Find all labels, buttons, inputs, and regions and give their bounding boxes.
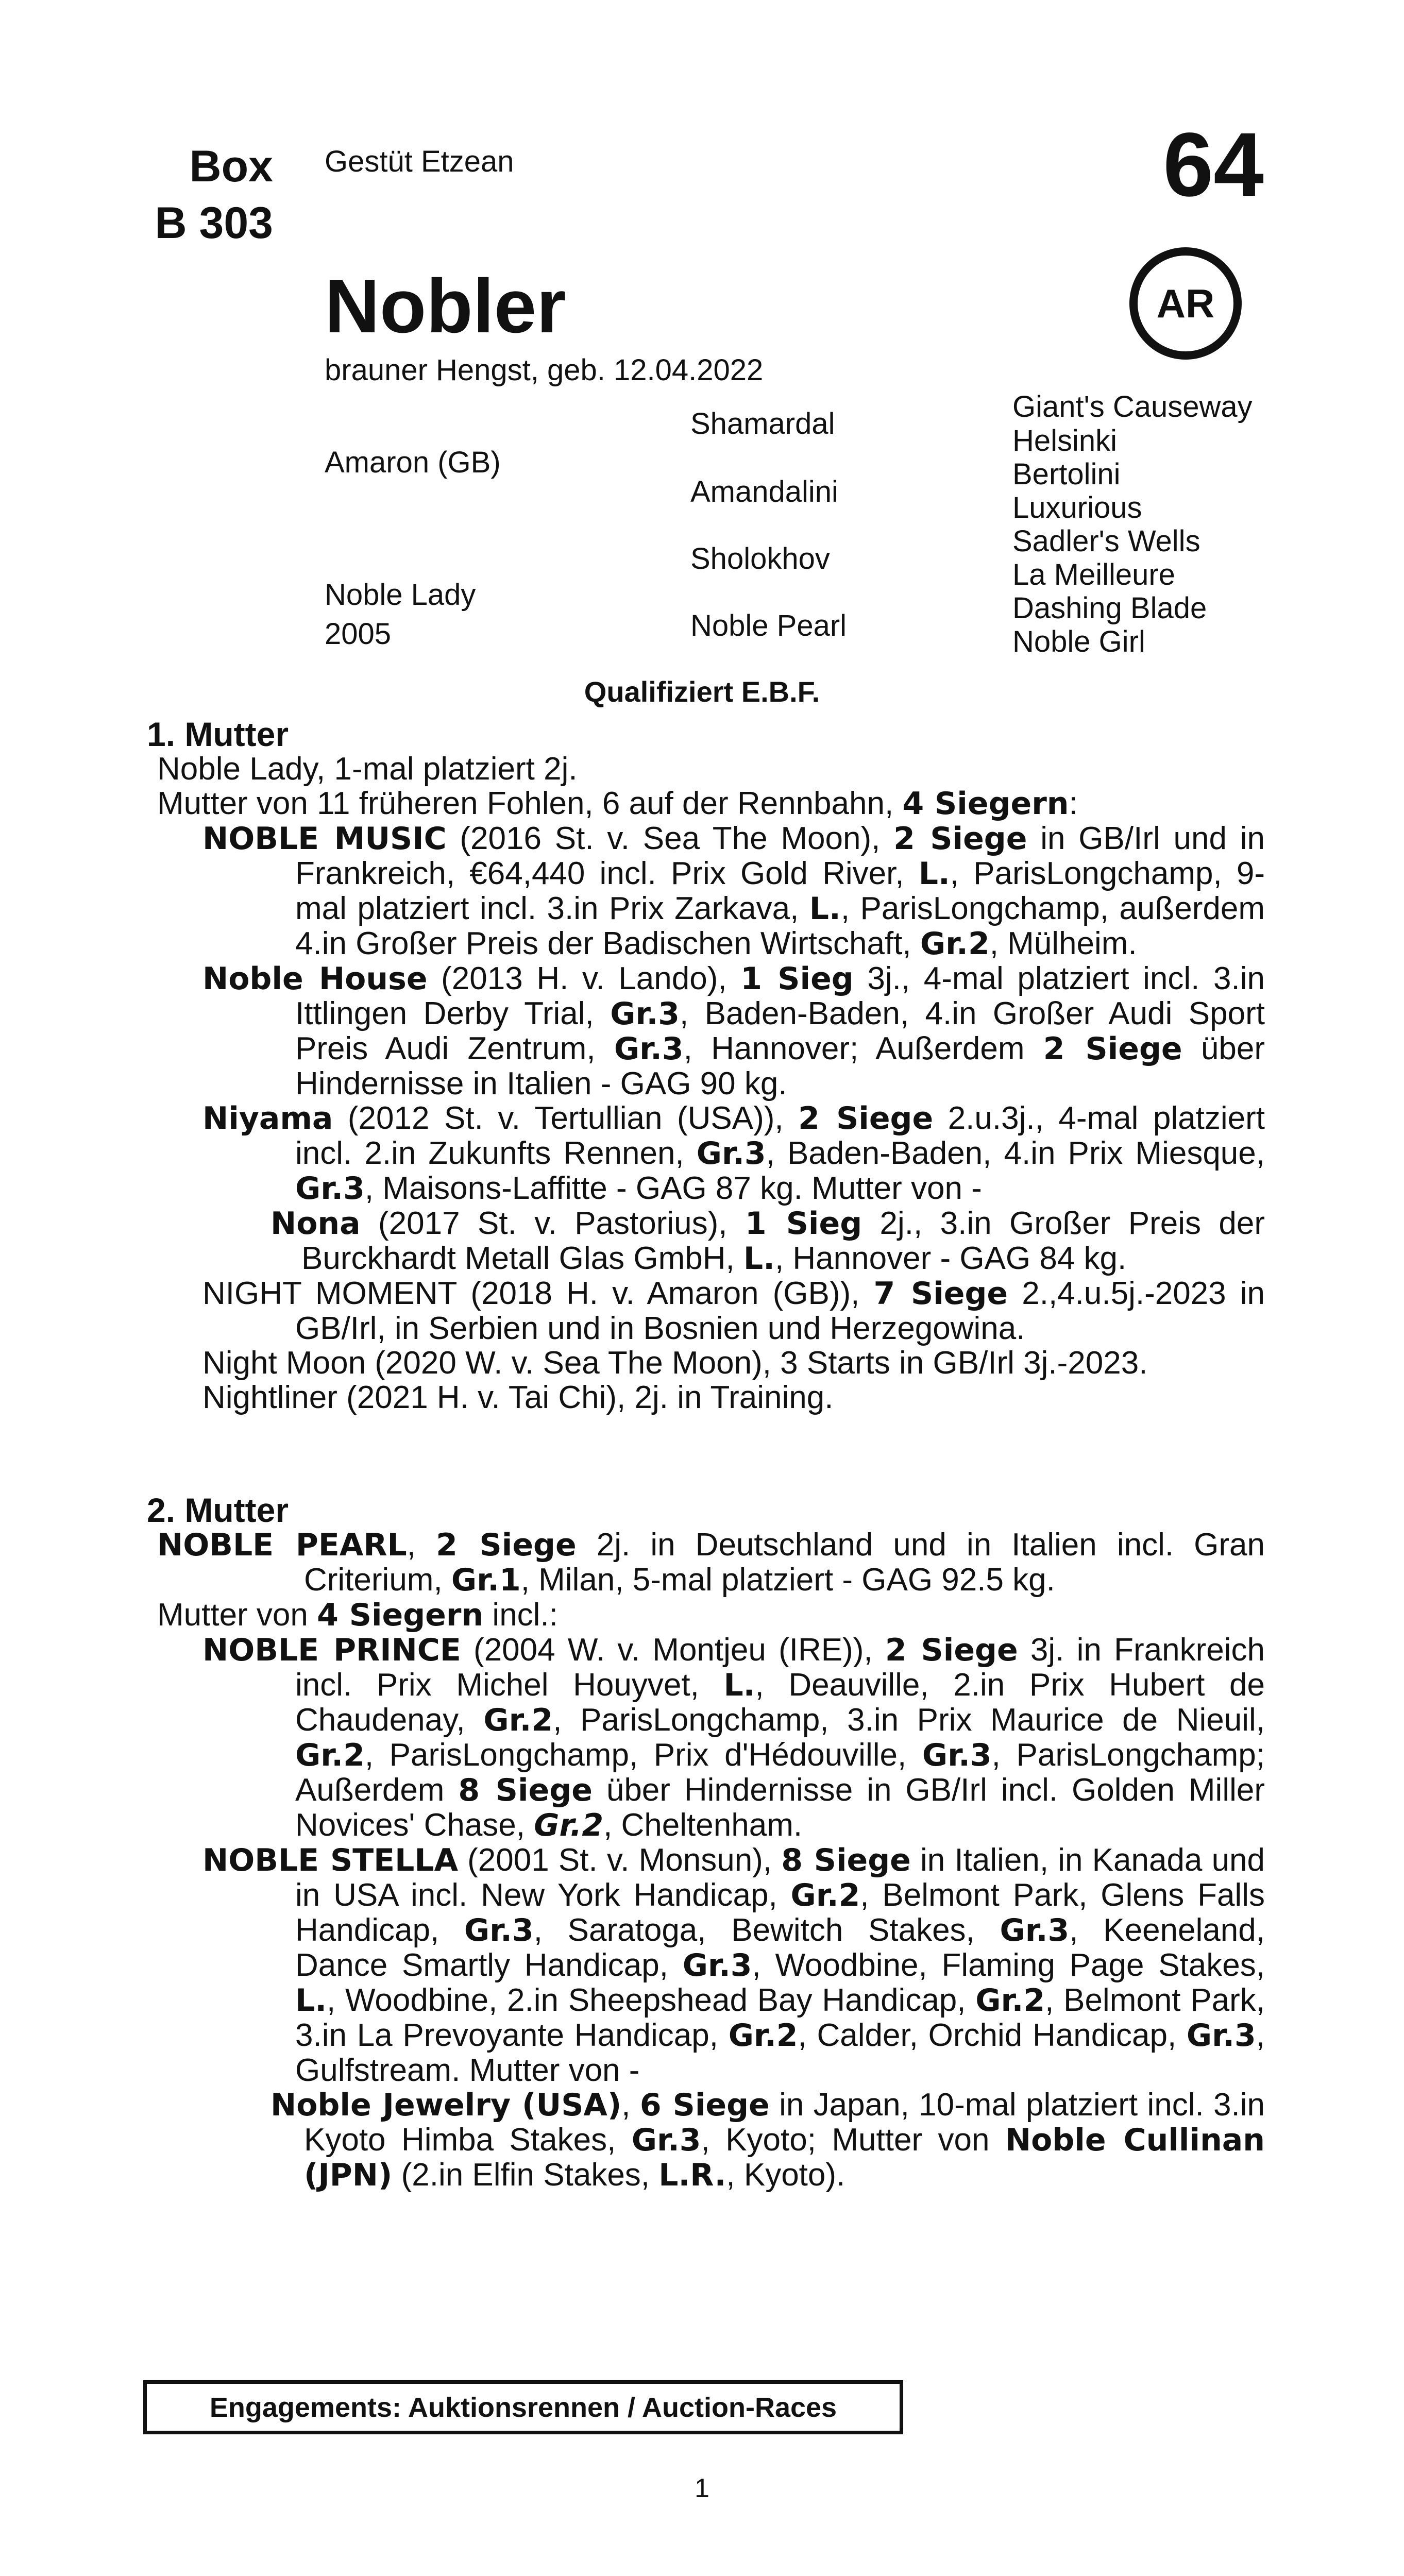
first-dam-section [147, 717, 1265, 1415]
pedigree-gen3-2: Helsinki [1012, 424, 1118, 457]
list-item: Noble Jewelry (USA), 6 Siege in Japan, 10-mal platziert incl. 3.in Kyoto Himba Stakes, Gr.3, Kyoto; Mutter von Noble Cullinan (JPN) (2.in Elfin Stakes, L.R., Kyoto). [270, 2087, 1265, 2193]
page-number: 1 [695, 2473, 709, 2503]
box-label: Box [189, 142, 273, 191]
second-dam-section [147, 1493, 1265, 2193]
engagements-label: Engagements: Auktionsrennen / Auction-Races [209, 2392, 837, 2423]
ar-badge [1129, 247, 1242, 360]
second-dam-heading: 2. Mutter [147, 1491, 289, 1529]
list-item: Niyama (2012 St. v. Tertullian (USA)), 2 Siege 2.u.3j., 4-mal platziert incl. 2.in Zukunfts Rennen, Gr.3, Baden-Baden, 4.in Prix Miesque, Gr.3, Maisons-Laffitte - GAG 87 kg. Mutter von - [202, 1100, 1265, 1207]
pedigree-gen2-4: Noble Pearl [690, 609, 847, 642]
list-item: Night Moon (2020 W. v. Sea The Moon), 3 Starts in GB/Irl 3j.-2023. [202, 1345, 1148, 1381]
pedigree-gen3-4: Luxurious [1012, 491, 1142, 524]
pedigree-gen2-3: Sholokhov [690, 542, 830, 575]
second-dam-offspring-summary: Mutter von 4 Siegern incl.: [157, 1597, 558, 1633]
list-item: NIGHT MOMENT (2018 H. v. Amaron (GB)), 7 Siege 2.,4.u.5j.-2023 in GB/Irl, in Serbien und in Bosnien und Herzegowina. [202, 1276, 1265, 1346]
pedigree-gen2-1: Shamardal [690, 407, 835, 440]
first-dam-intro: Noble Lady, 1-mal platziert 2j. [157, 751, 578, 787]
pedigree-sire: Amaron (GB) [325, 446, 501, 479]
qualification: Qualifiziert E.B.F. [584, 675, 820, 708]
list-item: Noble House (2013 H. v. Lando), 1 Sieg 3j., 4-mal platziert incl. 3.in Ittlingen Derby Trial, Gr.3, Baden-Baden, 4.in Großer Audi Sport Preis Audi Zentrum, Gr.3, Hannover; Außerdem 2 Siege über Hindernisse in Italien - GAG 90 kg. [202, 961, 1265, 1101]
first-dam-heading: 1. Mutter [147, 715, 289, 753]
pedigree-gen3-6: La Meilleure [1012, 558, 1175, 591]
second-dam-intro: NOBLE PEARL, 2 Siege 2j. in Deutschland und in Italien incl. Gran Criterium, Gr.1, Milan, 5-mal platziert - GAG 92.5 kg. [157, 1527, 1265, 1598]
lot-number: 64 [1163, 114, 1264, 215]
ar-badge-label: AR [1156, 280, 1215, 326]
box-number: B 303 [155, 198, 273, 248]
pedigree-gen3-5: Sadler's Wells [1012, 524, 1200, 558]
pedigree-gen3-3: Bertolini [1012, 457, 1121, 491]
list-item: Nona (2017 St. v. Pastorius), 1 Sieg 2j., 3.in Großer Preis der Burckhardt Metall Glas GmbH, L., Hannover - GAG 84 kg. [270, 1206, 1265, 1277]
breeder: Gestüt Etzean [325, 145, 514, 178]
list-item: NOBLE PRINCE (2004 W. v. Montjeu (IRE)), 2 Siege 3j. in Frankreich incl. Prix Michel Houyvet, L., Deauville, 2.in Prix Hubert de Chaudenay, Gr.2, ParisLongchamp, 3.in Prix Maurice de Nieuil, Gr.2, ParisLongchamp, Prix d'Hédouville, Gr.3, ParisLongchamp; Außerdem 8 Siege über Hindernisse in GB/Irl incl. Golden Miller Novices' Chase, Gr.2, Cheltenham. [202, 1632, 1265, 1843]
pedigree-gen3-1: Giant's Causeway [1012, 390, 1253, 423]
pedigree-dam: Noble Lady [325, 578, 476, 612]
first-dam-offspring-summary: Mutter von 11 früheren Fohlen, 6 auf der Rennbahn, 4 Siegern: [157, 786, 1078, 822]
pedigree-gen3-8: Noble Girl [1012, 625, 1145, 658]
engagements-box [143, 2380, 903, 2434]
pedigree-dam-year: 2005 [325, 617, 392, 651]
horse-name: Nobler [325, 264, 566, 349]
list-item: NOBLE MUSIC (2016 St. v. Sea The Moon), 2 Siege in GB/Irl und in Frankreich, €64,440 incl. Prix Gold River, L., ParisLongchamp, 9-mal platziert incl. 3.in Prix Zarkava, L., ParisLongchamp, außerdem 4.in Großer Preis der Badischen Wirtschaft, Gr.2, Mülheim. [202, 821, 1265, 962]
list-item: Nightliner (2021 H. v. Tai Chi), 2j. in Training. [202, 1380, 834, 1415]
pedigree-gen2-2: Amandalini [690, 475, 838, 509]
pedigree-gen3-7: Dashing Blade [1012, 591, 1207, 625]
horse-description: brauner Hengst, geb. 12.04.2022 [325, 353, 764, 387]
box-info [77, 138, 273, 251]
list-item: NOBLE STELLA (2001 St. v. Monsun), 8 Siege in Italien, in Kanada und in USA incl. New York Handicap, Gr.2, Belmont Park, Glens Falls Handicap, Gr.3, Saratoga, Bewitch Stakes, Gr.3, Keeneland, Dance Smartly Handicap, Gr.3, Woodbine, Flaming Page Stakes, L., Woodbine, 2.in Sheepshead Bay Handicap, Gr.2, Belmont Park, 3.in La Prevoyante Handicap, Gr.2, Calder, Orchid Handicap, Gr.3, Gulfstream. Mutter von - [202, 1842, 1265, 2088]
